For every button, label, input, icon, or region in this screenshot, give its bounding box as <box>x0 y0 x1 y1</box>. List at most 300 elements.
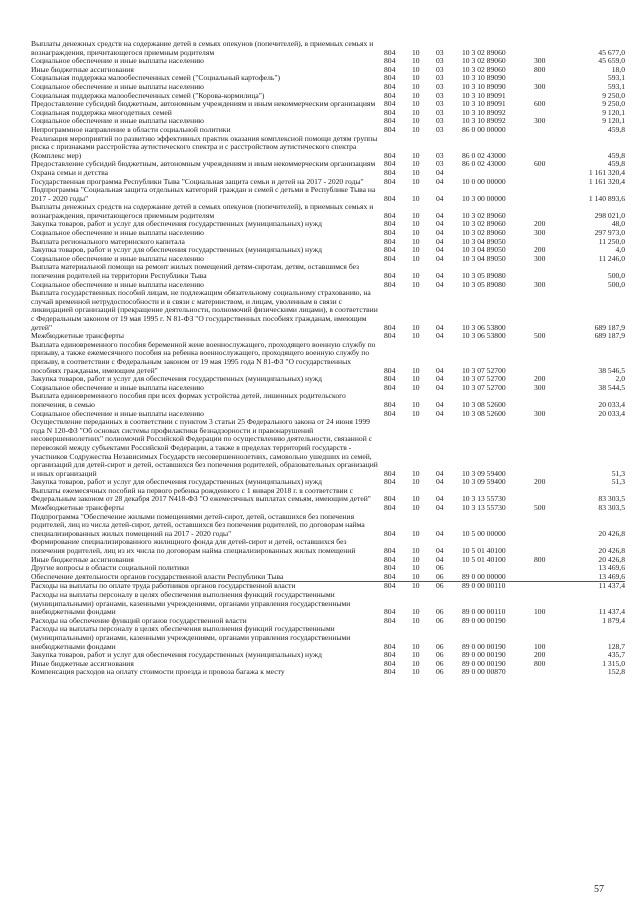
section-code: 10 <box>412 477 420 487</box>
table-row <box>31 263 625 280</box>
item-name: Иные бюджетные ассигнования <box>31 64 134 74</box>
amount: 11 250,0 <box>598 236 625 246</box>
ministry-code: 804 <box>384 322 396 332</box>
target-article-code: 10 3 07 52700 <box>462 374 506 384</box>
item-name: Закупка товаров, работ и услуг для обеспечения государственных (муниципальных) нужд <box>31 245 322 255</box>
amount: 45 659,0 <box>598 56 625 66</box>
section-code: 10 <box>412 554 420 564</box>
ministry-code: 804 <box>384 408 396 418</box>
subsection-code: 04 <box>436 331 444 341</box>
expense-type-code <box>534 40 565 57</box>
target-article-code: 10 3 10 89092 <box>462 116 506 126</box>
expense-type-code <box>534 289 565 332</box>
ministry-code: 804 <box>384 477 396 487</box>
table-row <box>31 487 625 504</box>
expense-type-code <box>534 203 565 220</box>
amount: 298 021,0 <box>594 210 625 220</box>
target-article-code: 10 3 13 55730 <box>462 503 506 513</box>
expense-type-code <box>534 513 565 539</box>
section-code: 10 <box>412 503 420 513</box>
amount: 435,7 <box>607 650 625 660</box>
subsection-code: 03 <box>436 56 444 66</box>
item-name: Закупка товаров, работ и услуг для обеспечения государственных (муниципальных) нужд <box>31 650 322 660</box>
section-code: 10 <box>412 374 420 384</box>
target-article-code: 89 0 00 00870 <box>462 667 506 677</box>
section-code: 10 <box>412 615 420 625</box>
target-article-code: 10 3 06 53800 <box>462 322 506 332</box>
ministry-code: 804 <box>384 615 396 625</box>
item-name: Социальное обеспечение и иные выплаты населению <box>31 408 204 418</box>
amount: 20 033,4 <box>598 399 625 409</box>
item-name: Выплаты ежемесячных пособий на первого ребенка рожденного с 1 января 2018 г. в соответствии с Федеральным законом от 28 декабря 2017 N418-ФЗ "О ежемесячных выплатах семьям, имеющим детей" <box>31 485 371 504</box>
subsection-code: 06 <box>436 571 444 581</box>
subsection-code: 03 <box>436 81 444 91</box>
ministry-code: 804 <box>384 571 396 581</box>
ministry-code: 804 <box>384 210 396 220</box>
section-code: 10 <box>412 167 420 177</box>
section-code: 10 <box>412 279 420 289</box>
item-name: Межбюджетные трансферты <box>31 503 124 513</box>
item-name: Иные бюджетные ассигнования <box>31 658 134 668</box>
page-number: 57 <box>594 884 604 895</box>
subsection-code: 04 <box>436 546 444 556</box>
subsection-code: 06 <box>436 667 444 677</box>
ministry-code: 804 <box>384 81 396 91</box>
section-code: 10 <box>412 667 420 677</box>
section-code: 10 <box>412 56 420 66</box>
expense-type-code: 300 <box>534 56 546 66</box>
table-row <box>31 135 625 161</box>
amount: 4,0 <box>615 245 625 255</box>
subsection-code: 03 <box>436 73 444 83</box>
subsection-code: 04 <box>436 554 444 564</box>
amount: 1 161 320,4 <box>588 167 625 177</box>
subsection-code: 03 <box>436 64 444 74</box>
item-name: Социальная поддержка малообеспеченных семей ("Корова-кормилица") <box>31 90 265 100</box>
target-article-code: 86 0 02 43000 <box>462 159 506 169</box>
amount: 1 879,4 <box>602 615 625 625</box>
section-code: 10 <box>412 107 420 117</box>
subsection-code: 06 <box>436 650 444 660</box>
item-name: Социальное обеспечение и иные выплаты населению <box>31 253 204 263</box>
target-article-code: 10 3 02 89060 <box>462 210 506 220</box>
section-code: 10 <box>412 99 420 109</box>
item-name: Социальное обеспечение и иные выплаты населению <box>31 116 204 126</box>
target-article-code: 10 0 00 00000 <box>462 176 506 186</box>
ministry-code: 804 <box>384 193 396 203</box>
amount: 83 303,5 <box>598 494 625 504</box>
ministry-code: 804 <box>384 90 396 100</box>
ministry-code: 804 <box>384 253 396 263</box>
target-article-code: 89 0 00 00190 <box>462 650 506 660</box>
subsection-code: 04 <box>436 253 444 263</box>
item-name: Закупка товаров, работ и услуг для обеспечения государственных (муниципальных) нужд <box>31 477 322 487</box>
section-code: 10 <box>412 641 420 651</box>
amount: 593,1 <box>607 73 625 83</box>
subsection-code: 03 <box>436 47 444 57</box>
item-name: Выплата единовременного пособия беременной жене военнослужащего, проходящего военную службу по призыву, а также ежемесячного пособия на ребенка военнослужащего, проходящего военную службу по призыву, в соответствии с Федеральным законом от 19 мая 1995 года N 81-ФЗ "О государственных пособиях гражданам, имеющим детей" <box>31 339 376 375</box>
ministry-code: 804 <box>384 546 396 556</box>
table-row <box>31 40 625 57</box>
target-article-code: 10 5 01 40100 <box>462 554 506 564</box>
subsection-code: 04 <box>436 477 444 487</box>
subsection-code: 06 <box>436 563 444 573</box>
table-row <box>31 203 625 220</box>
expense-type-code: 600 <box>534 159 546 169</box>
ministry-code: 804 <box>384 64 396 74</box>
expense-type-code <box>534 135 565 161</box>
item-name: Социальная поддержка малообеспеченных семей ("Социальный картофель") <box>31 73 280 83</box>
expense-type-code: 500 <box>534 331 546 341</box>
target-article-code: 10 3 09 59400 <box>462 477 506 487</box>
target-article-code: 10 5 00 00000 <box>462 528 506 538</box>
table-row <box>31 186 625 203</box>
item-name: Выплата материальной помощи на ремонт жилых помещений детям-сиротам, детям, оставшимся без попечения родителей на территории Республики Тыва <box>31 262 360 281</box>
amount: 38 546,5 <box>598 365 625 375</box>
target-article-code: 89 0 00 00190 <box>462 641 506 651</box>
target-article-code: 10 3 05 89080 <box>462 279 506 289</box>
item-name: Подпрограмма "Обеспечение жилыми помещениями детей-сирот, детей, оставшихся без попечения родителей, лиц из числа детей-сирот, детей, оставшихся без попечения родителей, по договорам найма специализированных жилых помещений на 2017 - 2020 годы" <box>31 511 365 538</box>
target-article-code: 10 3 09 59400 <box>462 468 506 478</box>
amount: 9 120,1 <box>602 107 625 117</box>
ministry-code: 804 <box>384 279 396 289</box>
target-article-code: 10 3 04 89050 <box>462 253 506 263</box>
subsection-code: 04 <box>436 408 444 418</box>
item-name: Социальная поддержка многодетных семей <box>31 107 172 117</box>
amount: 459,8 <box>607 124 625 134</box>
section-code: 10 <box>412 322 420 332</box>
ministry-code: 804 <box>384 563 396 573</box>
subsection-code: 04 <box>436 219 444 229</box>
item-name: Иные бюджетные ассигнования <box>31 554 134 564</box>
amount: 18,0 <box>611 64 625 74</box>
amount: 13 469,6 <box>598 563 625 573</box>
target-article-code: 10 3 07 52700 <box>462 382 506 392</box>
expense-type-code: 200 <box>534 650 546 660</box>
amount: 297 973,0 <box>594 228 625 238</box>
section-code: 10 <box>412 81 420 91</box>
target-article-code: 10 3 05 89080 <box>462 271 506 281</box>
ministry-code: 804 <box>384 116 396 126</box>
target-article-code: 10 3 10 89090 <box>462 81 506 91</box>
amount: 11 437,4 <box>598 607 625 617</box>
expense-type-code <box>534 178 565 187</box>
item-name: Подпрограмма "Социальная защита отдельных категорий граждан и семей с детьми в Республике Тыва на 2017 - 2020 годы" <box>31 185 376 203</box>
section-code: 10 <box>412 210 420 220</box>
expense-type-code <box>534 538 565 555</box>
expense-type-code: 600 <box>534 99 546 109</box>
ministry-code: 804 <box>384 245 396 255</box>
section-code: 10 <box>412 124 420 134</box>
item-name: Закупка товаров, работ и услуг для обеспечения государственных (муниципальных) нужд <box>31 374 322 384</box>
target-article-code: 10 3 02 89060 <box>462 56 506 66</box>
item-name: Социальное обеспечение и иные выплаты населению <box>31 228 204 238</box>
target-article-code: 10 3 10 89090 <box>462 73 506 83</box>
ministry-code: 804 <box>384 607 396 617</box>
expense-type-code <box>534 582 565 591</box>
amount: 9 120,1 <box>602 116 625 126</box>
amount: 459,8 <box>607 150 625 160</box>
ministry-code: 804 <box>384 124 396 134</box>
item-name: Социальное обеспечение и иные выплаты населению <box>31 81 204 91</box>
expense-type-code <box>534 487 565 504</box>
ministry-code: 804 <box>384 528 396 538</box>
expense-type-code <box>534 573 565 582</box>
section-code: 10 <box>412 64 420 74</box>
subsection-code: 04 <box>436 322 444 332</box>
section-code: 10 <box>412 468 420 478</box>
item-name: Социальное обеспечение и иные выплаты населению <box>31 382 204 392</box>
subsection-code: 06 <box>436 607 444 617</box>
expense-type-code: 800 <box>534 554 546 564</box>
subsection-code: 04 <box>436 245 444 255</box>
target-article-code: 10 3 04 89050 <box>462 236 506 246</box>
section-code: 10 <box>412 658 420 668</box>
expense-type-code <box>534 169 565 178</box>
section-code: 10 <box>412 271 420 281</box>
amount: 593,1 <box>607 81 625 91</box>
subsection-code: 04 <box>436 210 444 220</box>
amount: 1 161 320,4 <box>588 176 625 186</box>
expense-type-code: 200 <box>534 477 546 487</box>
section-code: 10 <box>412 582 436 591</box>
ministry-code: 804 <box>384 228 396 238</box>
subsection-code: 04 <box>436 167 444 177</box>
item-name: Охрана семьи и детства <box>31 167 108 177</box>
section-code: 10 <box>412 219 420 229</box>
subsection-code: 04 <box>436 374 444 384</box>
amount: 51,3 <box>611 468 625 478</box>
target-article-code: 89 0 00 00110 <box>462 582 534 591</box>
subsection-code: 06 <box>436 641 444 651</box>
section-code: 10 <box>412 650 420 660</box>
expense-type-code <box>534 668 565 677</box>
amount: 38 544,5 <box>598 382 625 392</box>
target-article-code: 10 3 10 89091 <box>462 99 506 109</box>
ministry-code: 804 <box>384 176 396 186</box>
target-article-code: 10 5 01 40100 <box>462 546 506 556</box>
amount: 20 426,8 <box>598 554 625 564</box>
subsection-code: 04 <box>436 271 444 281</box>
table-row <box>31 538 625 555</box>
target-article-code: 89 0 00 00190 <box>462 658 506 668</box>
item-name: Выплата регионального материнского капитала <box>31 236 185 246</box>
table-row <box>31 418 625 478</box>
subsection-code: 04 <box>436 279 444 289</box>
target-article-code: 86 0 00 00000 <box>462 124 506 134</box>
expense-type-code: 800 <box>534 658 546 668</box>
amount: 1 315,0 <box>602 658 625 668</box>
amount: 11 437,4 <box>565 582 625 591</box>
section-code: 10 <box>412 228 420 238</box>
ministry-code: 804 <box>384 271 396 281</box>
subsection-code: 03 <box>436 107 444 117</box>
target-article-code: 10 3 02 89060 <box>462 47 506 57</box>
amount: 51,3 <box>611 477 625 487</box>
amount: 11 246,0 <box>598 253 625 263</box>
expense-type-code <box>534 392 565 409</box>
ministry-code: 804 <box>384 667 396 677</box>
target-article-code: 10 3 13 55730 <box>462 494 506 504</box>
ministry-code: 804 <box>384 99 396 109</box>
item-name: Осуществление переданных в соответствии с пунктом 3 статьи 25 Федерального закона от 24 июня 1999 года N 120-ФЗ "Об основах системы профилактики безнадзорности и правонарушений несовершеннолетних" полномочий Российской Федерации по осуществлению деятельности, связанной с перевозкой между субъектами Российской Федерации, а также в пределах территорий государств - участников Содружества Независимых Государств несовершеннолетних, самовольно ушедших из семей, организаций для детей-сирот и детей, оставшихся без попечения родителей, образовательных организаций и иных организаций <box>31 417 378 478</box>
table-row <box>31 341 625 375</box>
expense-type-code: 300 <box>534 279 546 289</box>
section-code: 10 <box>412 150 420 160</box>
expense-type-code: 300 <box>534 408 546 418</box>
target-article-code: 89 0 00 00000 <box>462 571 506 581</box>
section-code: 10 <box>412 399 420 409</box>
amount: 20 426,8 <box>598 546 625 556</box>
subsection-code: 04 <box>436 494 444 504</box>
subsection-code: 04 <box>436 193 444 203</box>
section-code: 10 <box>412 365 420 375</box>
ministry-code: 804 <box>384 468 396 478</box>
ministry-code: 804 <box>384 494 396 504</box>
section-code: 10 <box>412 408 420 418</box>
budget-table <box>31 40 625 677</box>
section-code: 10 <box>412 563 420 573</box>
subsection-code: 06 <box>436 615 444 625</box>
section-code: 10 <box>412 116 420 126</box>
item-name: Расходы на обеспечение функций органов государственной власти <box>31 615 247 625</box>
ministry-code: 804 <box>384 658 396 668</box>
section-code: 10 <box>412 245 420 255</box>
expense-type-code <box>534 263 565 280</box>
expense-type-code <box>534 617 565 626</box>
target-article-code: 10 3 02 89060 <box>462 64 506 74</box>
section-code: 10 <box>412 73 420 83</box>
item-name: Предоставление субсидий бюджетным, автономным учреждениям и иным некоммерческим организациям <box>31 99 376 109</box>
ministry-code: 804 <box>384 219 396 229</box>
target-article-code: 10 3 08 52600 <box>462 408 506 418</box>
section-code: 10 <box>412 193 420 203</box>
section-code: 10 <box>412 494 420 504</box>
budget-table-body <box>31 40 625 677</box>
section-code: 10 <box>412 528 420 538</box>
item-name: Предоставление субсидий бюджетным, автономным учреждениям и иным некоммерческим организациям <box>31 159 376 169</box>
expense-type-code: 300 <box>534 253 546 263</box>
expense-type-code <box>534 341 565 375</box>
target-article-code: 10 3 07 52700 <box>462 365 506 375</box>
amount: 13 469,6 <box>598 571 625 581</box>
amount: 83 303,5 <box>598 503 625 513</box>
ministry-code: 804 <box>384 56 396 66</box>
item-name: Выплата государственных пособий лицам, не подлежащим обязательному социальному страхованию, на случай временной нетрудоспособности и в связи с материнством, и лицам, уволенным в связи с ликвидацией организаций (прекращение деятельности, полномочий физическими лицами), в соответствии с Федеральным законом от 19 мая 1995 г. N 81-ФЗ "О государственных пособиях гражданам, имеющим детей" <box>31 288 378 332</box>
subsection-code: 04 <box>436 236 444 246</box>
item-name: Выплаты денежных средств на содержание детей в семьях опекунов (попечителей), в приемных семьях и вознаграждения, причитающегося приемным родителям <box>31 39 374 57</box>
target-article-code: 10 3 10 89092 <box>462 107 506 117</box>
table-row <box>31 392 625 409</box>
expense-type-code: 100 <box>534 641 546 651</box>
amount: 689 187,9 <box>594 322 625 332</box>
amount: 9 250,0 <box>602 99 625 109</box>
amount: 45 677,0 <box>598 47 625 57</box>
item-name: Другие вопросы в области социальной политики <box>31 563 189 573</box>
subsection-code: 04 <box>436 528 444 538</box>
section-code: 10 <box>412 253 420 263</box>
ministry-code: 804 <box>384 382 396 392</box>
table-row <box>31 591 625 617</box>
item-name: Непрограммное направление в области социальной политики <box>31 124 231 134</box>
subsection-code: 04 <box>436 382 444 392</box>
ministry-code: 804 <box>384 650 396 660</box>
ministry-code: 804 <box>384 503 396 513</box>
item-name: Закупка товаров, работ и услуг для обеспечения государственных (муниципальных) нужд <box>31 219 322 229</box>
ministry-code: 804 <box>384 150 396 160</box>
table-row <box>31 160 625 169</box>
target-article-code: 10 3 06 53800 <box>462 331 506 341</box>
section-code: 10 <box>412 159 420 169</box>
section-code: 10 <box>412 546 420 556</box>
target-article-code: 10 3 00 00000 <box>462 193 506 203</box>
target-article-code: 89 0 00 00110 <box>462 607 506 617</box>
ministry-code: 804 <box>384 331 396 341</box>
expense-type-code <box>534 418 565 478</box>
item-name: Расходы на выплаты по оплате труда работников органов государственной власти <box>31 582 384 591</box>
subsection-code: 04 <box>436 399 444 409</box>
item-name: Обеспечение деятельности органов государственной власти Республики Тыва <box>31 571 284 581</box>
expense-type-code: 200 <box>534 219 546 229</box>
section-code: 10 <box>412 47 420 57</box>
expense-type-code: 300 <box>534 382 546 392</box>
section-code: 10 <box>412 331 420 341</box>
amount: 128,7 <box>607 641 625 651</box>
expense-type-code: 200 <box>534 374 546 384</box>
ministry-code: 804 <box>384 582 412 591</box>
expense-type-code: 800 <box>534 64 546 74</box>
ministry-code: 804 <box>384 399 396 409</box>
item-name: Реализация мероприятий по развитию эффективных практик оказания комплексной помощи детям группы риска с признаками расстройства аутистического спектра и с расстройством аутистического спектра (Комплекс мер) <box>31 133 378 160</box>
subsection-code: 04 <box>436 503 444 513</box>
table-row <box>31 625 625 651</box>
ministry-code: 804 <box>384 167 396 177</box>
item-name: Межбюджетные трансферты <box>31 331 124 341</box>
section-code: 10 <box>412 90 420 100</box>
subsection-code: 03 <box>436 116 444 126</box>
amount: 500,0 <box>607 271 625 281</box>
expense-type-code: 300 <box>534 228 546 238</box>
expense-type-code: 500 <box>534 503 546 513</box>
ministry-code: 804 <box>384 365 396 375</box>
amount: 689 187,9 <box>594 331 625 341</box>
expense-type-code: 200 <box>534 245 546 255</box>
section-code: 10 <box>412 382 420 392</box>
expense-type-code <box>534 564 565 573</box>
section-code: 10 <box>412 236 420 246</box>
table-row <box>31 513 625 539</box>
ministry-code: 804 <box>384 47 396 57</box>
amount: 20 033,4 <box>598 408 625 418</box>
ministry-code: 804 <box>384 374 396 384</box>
subsection-code: 04 <box>436 228 444 238</box>
section-code: 10 <box>412 176 420 186</box>
target-article-code: 10 3 02 89060 <box>462 228 506 238</box>
subsection-code: 06 <box>436 658 444 668</box>
target-article-code: 10 3 08 52600 <box>462 399 506 409</box>
amount: 9 250,0 <box>602 90 625 100</box>
target-article-code: 10 3 10 89091 <box>462 90 506 100</box>
item-name: Социальное обеспечение и иные выплаты населению <box>31 56 204 66</box>
expense-type-code: 100 <box>534 607 546 617</box>
amount: 1 140 893,6 <box>588 193 625 203</box>
amount: 500,0 <box>607 279 625 289</box>
target-article-code: 10 3 02 89060 <box>462 219 506 229</box>
amount: 20 426,8 <box>598 528 625 538</box>
table-row <box>31 668 625 677</box>
item-name: Социальное обеспечение и иные выплаты населению <box>31 279 204 289</box>
item-name: Государственная программа Республики Тыва "Социальная защита семьи и детей на 2017 - 2020 годы" <box>31 176 364 186</box>
